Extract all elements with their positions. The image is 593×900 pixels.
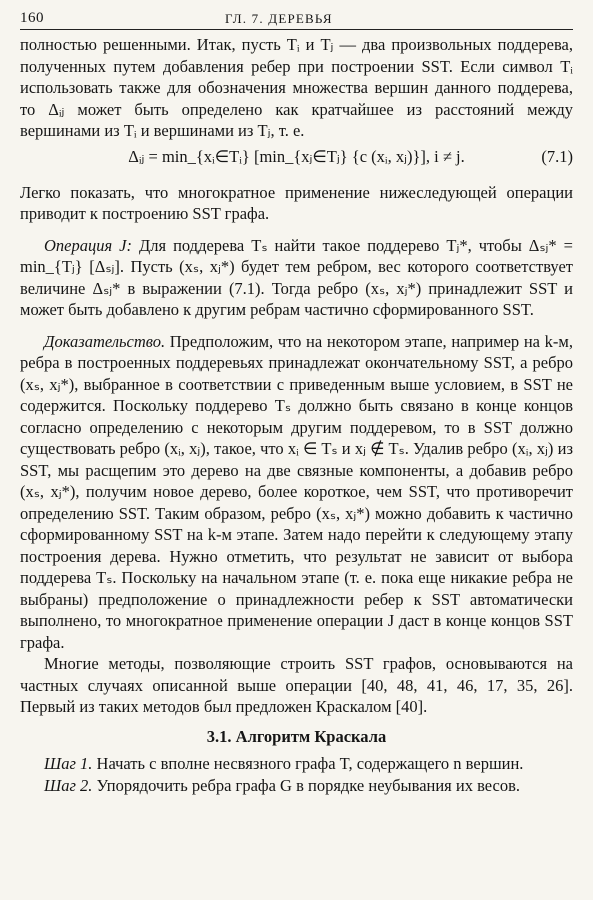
proof-label: Доказательство. [44,331,166,351]
step-1-text: Начать с вполне несвязного графа T, содержащего n вершин. [96,754,524,773]
chapter-title: ГЛ. 7. ДЕРЕВЬЯ [225,11,333,26]
page-number: 160 [20,10,44,26]
equation-number: (7.1) [541,146,573,166]
page-body [20,30,573,796]
proof-paragraph [20,331,573,654]
operation-label: Операция J: [44,235,132,255]
step-2 [20,775,573,797]
step-1 [20,753,573,775]
equation-text: Δᵢⱼ = min_{xᵢ∈Tᵢ} [min_{xⱼ∈Tⱼ} {c (xᵢ, xⱼ)}], i ≠ j. [128,146,465,166]
after-equation-paragraph: Легко показать, что многократное применение нижеследующей операции приводит к построению SST графа. [20,182,573,223]
intro-paragraph: полностью решенными. Итак, пусть Tᵢ и Tⱼ — два произвольных поддерева, полученных путем добавления ребер при построении SST. Если символ Tᵢ использовать также для обозначения множества вершин данного поддерева, то Δᵢⱼ может быть определено как кратчайшее из расстояний между вершинами из Tᵢ и вершинами из Tⱼ, т. е. [20,35,573,140]
step-1-label: Шаг 1. [44,754,93,773]
step-2-text: Упорядочить ребра графа G в порядке неубывания их весов. [96,775,521,795]
operation-text: Для поддерева Tₛ найти такое поддерево Tⱼ*, чтобы Δₛⱼ* = min_{Tⱼ} [Δₛⱼ]. Пусть (xₛ, xⱼ*) будет тем ребром, вес которого соответствует величине Δₛⱼ* в выражении (7.1). Тогда ребро (xₛ, xⱼ*) принадлежит SST и может быть добавлено к другим ребрам частично сформированного SST. [20,235,573,319]
methods-paragraph: Многие методы, позволяющие строить SST графов, основываются на частных случаях описанной выше операции [40, 48, 41, 46, 17, 35, 26]. Первый из таких методов был предложен Краскалом [40]. [20,654,573,716]
proof-text: Предположим, что на некотором этапе, например на k-м, ребра в построенных поддеревьях принадлежат окончательному SST, а ребро (xₛ, xⱼ*), выбранное в соответствии с приведенным выше условием, в SST не содержится. Поскольку поддерево Tₛ должно быть связано в конце концов согласно определению с некоторым другим поддеревом, то в SST должно существовать ребро (xᵢ, xⱼ), такое, что xᵢ ∈ Tₛ и xⱼ ∉ Tₛ. Удалив ребро (xᵢ, xⱼ) из SST, мы расщепим это дерево на две связные компоненты, а добавив ребро (xₛ, xⱼ*), получим новое дерево, более короткое, чем SST, что противоречит определению SST. Таким образом, ребро (xₛ, xⱼ*) можно добавить к частично сформированному SST на k-м этапе. Затем надо перейти к следующему этапу построения дерева. Нужно отметить, что результат не зависит от выбора поддерева Tₛ. Поскольку на начальном этапе (т. е. пока еще никакие ребра не выбраны) предположение о принадлежности ребер к SST автоматически выполнено, то многократное применение операции J даст в конце концов SST графа. [20,331,573,652]
operation-paragraph [20,235,573,321]
step-2-label: Шаг 2. [44,775,93,795]
section-title: 3.1. Алгоритм Краскала [206,726,387,746]
equation-7-1 [20,142,573,182]
page-header [20,0,573,30]
